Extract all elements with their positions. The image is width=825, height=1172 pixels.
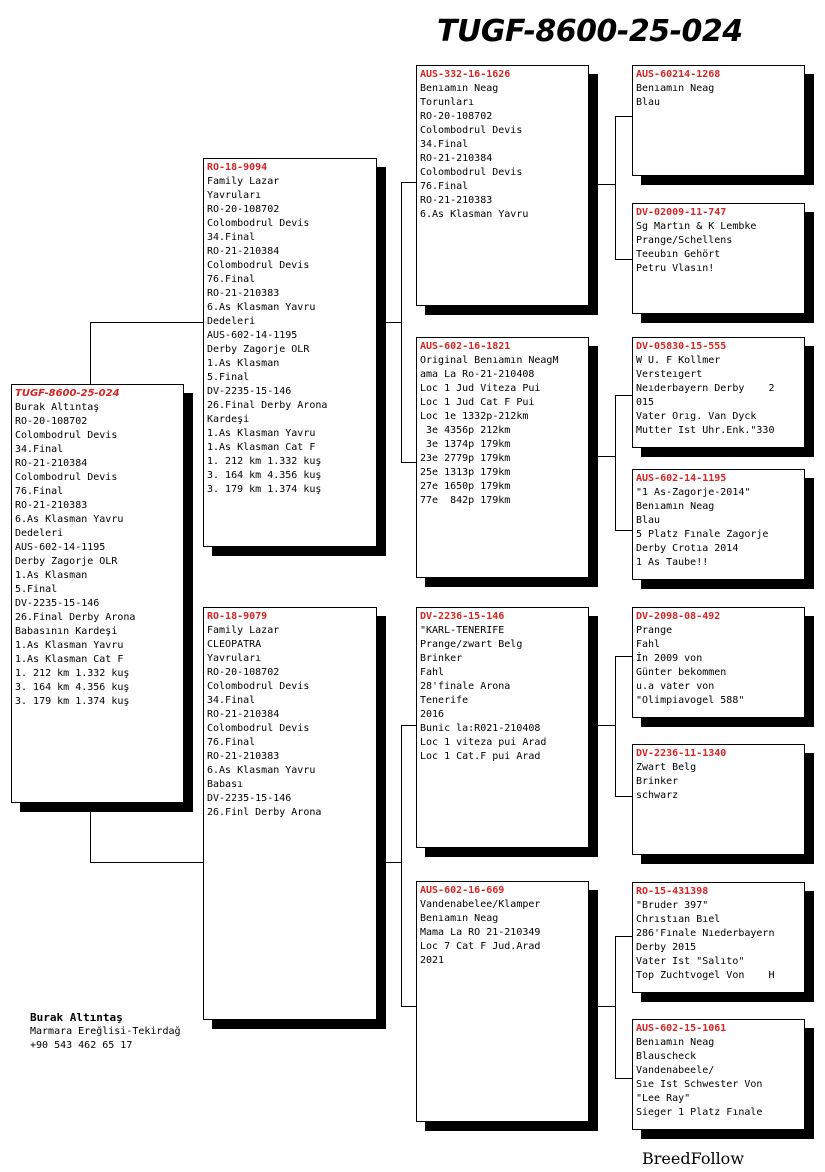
record-line: Prange/Schellens	[636, 235, 733, 246]
record-line: Dedeleri	[15, 528, 64, 539]
connector-line	[615, 116, 632, 117]
dam-sire-card	[416, 607, 589, 848]
connector-line	[90, 811, 91, 862]
record-line: Yavruları	[207, 190, 262, 201]
record-line: Blauscheck	[636, 1051, 697, 1062]
record-line: DV-2235-15-146	[207, 793, 292, 804]
connector-line	[401, 182, 402, 462]
record-line: Günter bekommen	[636, 667, 727, 678]
record-line: 27e 1650p 179km	[420, 481, 511, 492]
record-line: 6.As Klasman Yavru	[207, 765, 316, 776]
ring-number: RO-18-9094	[207, 162, 268, 173]
record-line: "KARL-TENERIFE	[420, 625, 505, 636]
record-line: Petru Vlasın!	[636, 263, 715, 274]
record-line: Zwart Belg	[636, 762, 697, 773]
dam-sire-sire-card	[632, 607, 805, 718]
ring-number: AUS-602-14-1195	[636, 473, 727, 484]
connector-line	[615, 936, 616, 1078]
record-line: 6.As Klasman Yavru	[15, 514, 124, 525]
record-line: Blau	[636, 515, 661, 526]
ring-number: DV-2098-08-492	[636, 611, 721, 622]
record-line: 3e 1374p 179km	[420, 439, 511, 450]
record-line: 1.As Klasman Cat F	[15, 654, 124, 665]
connector-line	[401, 725, 417, 726]
record-line: Fahl	[420, 667, 445, 678]
record-line: Colombodrul Devis	[207, 681, 310, 692]
connector-line	[90, 322, 204, 323]
record-line: RO-21-210383	[207, 288, 280, 299]
dam-dam-sire-card	[632, 882, 805, 993]
record-line: 1.As Klasman Cat F	[207, 442, 316, 453]
record-line: "Olimpiavogel 588"	[636, 695, 745, 706]
record-line: 26.Final Derby Arona	[15, 612, 136, 623]
ring-number: RO-18-9079	[207, 611, 268, 622]
record-line: Mama La RO 21-210349	[420, 927, 541, 938]
record-line: RO-20-108702	[207, 204, 280, 215]
record-line: Prange	[636, 625, 673, 636]
sire-sire-dam-card	[632, 203, 805, 314]
record-line: 3. 164 km 4.356 kuş	[15, 682, 130, 693]
ring-number: DV-05830-15-555	[636, 341, 727, 352]
connector-line	[615, 1078, 632, 1079]
record-line: Prange/zwart Belg	[420, 639, 523, 650]
record-line: Fahl	[636, 639, 661, 650]
record-line: 015	[636, 397, 655, 408]
record-line: Benıamın Neag	[420, 913, 499, 924]
dam-dam-dam-card	[632, 1019, 805, 1130]
record-line: 3. 179 km 1.374 kuş	[207, 484, 322, 495]
record-line: 1 As Taube!!	[636, 557, 709, 568]
record-line: Benıamın Neag	[636, 501, 715, 512]
record-line: 77e 842p 179km	[420, 495, 511, 506]
record-line: 76.Final	[15, 486, 64, 497]
record-line: 34.Final	[420, 139, 469, 150]
record-line: DV-2235-15-146	[15, 598, 100, 609]
pedigree-title: TUGF-8600-25-024	[437, 14, 743, 49]
ring-number: TUGF-8600-25-024	[15, 388, 120, 399]
record-line: u.a vater von	[636, 681, 715, 692]
subject-pigeon-card	[11, 384, 184, 803]
record-line: W U. F Kollmer	[636, 355, 721, 366]
record-line: Colombodrul Devis	[207, 260, 310, 271]
dam-dam-card	[416, 881, 589, 1122]
connector-line	[386, 322, 401, 323]
record-line: Sıe Ist Schwester Von	[636, 1079, 763, 1090]
record-line: RO-20-108702	[207, 667, 280, 678]
record-line: 3e 4356p 212km	[420, 425, 511, 436]
record-line: İn 2009 von	[636, 653, 703, 664]
record-line: Vater Orıg. Van Dyck	[636, 411, 757, 422]
record-line: 23e 2779p 179km	[420, 453, 511, 464]
connector-line	[615, 656, 632, 657]
record-line: 26.Finl Derby Arona	[207, 807, 322, 818]
record-line: Yavruları	[207, 653, 262, 664]
record-line: RO-21-210383	[420, 195, 493, 206]
connector-line	[615, 656, 616, 796]
record-line: 3. 179 km 1.374 kuş	[15, 696, 130, 707]
record-line: Loc 7 Cat F Jud.Arad	[420, 941, 541, 952]
connector-line	[401, 182, 417, 183]
record-line: Kardeşi	[207, 414, 250, 425]
record-line: Loc 1 Cat.F pui Arad	[420, 751, 541, 762]
record-line: Derby Zagorje OLR	[15, 556, 118, 567]
record-line: RO-21-210384	[420, 153, 493, 164]
record-line: Sieger 1 Platz Fınale	[636, 1107, 763, 1118]
record-line: Colombodrul Devis	[15, 430, 118, 441]
record-line: 25e 1313p 179km	[420, 467, 511, 478]
record-line: Blau	[636, 97, 661, 108]
record-line: 1.As Klasman Yavru	[15, 640, 124, 651]
owner-line: +90 543 462 65 17	[30, 1040, 133, 1051]
record-line: RO-21-210384	[15, 458, 88, 469]
connector-line	[615, 796, 632, 797]
sire-dam-dam-card	[632, 469, 805, 580]
owner-name: Burak Altıntaş	[30, 1011, 123, 1024]
record-line: 6.As Klasman Yavru	[207, 302, 316, 313]
record-line: 5 Platz Fınale Zagorje	[636, 529, 769, 540]
ring-number: AUS-602-16-1821	[420, 341, 511, 352]
record-line: Torunları	[420, 97, 475, 108]
record-line: Colombodrul Devis	[15, 472, 118, 483]
sire-sire-sire-card	[632, 65, 805, 176]
record-line: Tenerife	[420, 695, 469, 706]
record-line: 3. 164 km 4.356 kuş	[207, 470, 322, 481]
record-line: Derby Zagorje OLR	[207, 344, 310, 355]
record-line: Top Zuchtvogel Von H	[636, 970, 775, 981]
record-line: RO-21-210383	[207, 751, 280, 762]
record-line: AUS-602-14-1195	[15, 542, 106, 553]
owner-line: Marmara Ereğlisi-Tekirdağ	[30, 1026, 181, 1037]
record-line: RO-21-210384	[207, 709, 280, 720]
record-line: 5.Final	[207, 372, 250, 383]
record-line: Teeubın Gehört	[636, 249, 721, 260]
record-line: 34.Final	[207, 232, 256, 243]
record-line: Vater Ist "Salıto"	[636, 956, 745, 967]
connector-line	[615, 395, 616, 530]
record-line: AUS-602-14-1195	[207, 330, 298, 341]
dam-sire-dam-card	[632, 744, 805, 855]
record-line: RO-21-210384	[207, 246, 280, 257]
connector-line	[386, 862, 401, 863]
sire-card	[203, 158, 377, 547]
record-line: "1 As-Zagorje-2014"	[636, 487, 751, 498]
record-line: Benıamın Neag	[636, 1037, 715, 1048]
record-line: Neıderbayern Derby 2	[636, 383, 775, 394]
record-line: Colombodrul Devis	[420, 167, 523, 178]
record-line: "Bruder 397"	[636, 900, 709, 911]
owner-block	[30, 1011, 181, 1053]
record-line: Colombodrul Devis	[207, 723, 310, 734]
record-line: Colombodrul Devis	[420, 125, 523, 136]
connector-line	[615, 116, 616, 259]
ring-number: AUS-602-15-1061	[636, 1023, 727, 1034]
record-line: Dedeleri	[207, 316, 256, 327]
record-line: Bunic la:R021-210408	[420, 723, 541, 734]
record-line: Babası	[207, 779, 244, 790]
record-line: Versteıgert	[636, 369, 703, 380]
record-line: 76.Final	[207, 737, 256, 748]
record-line: 34.Final	[15, 444, 64, 455]
record-line: Loc 1 Jud Cat F Pui	[420, 397, 535, 408]
connector-line	[401, 725, 402, 1006]
record-line: RO-21-210383	[15, 500, 88, 511]
record-line: "Lee Ray"	[636, 1093, 691, 1104]
record-line: 1.As Klasman	[207, 358, 280, 369]
connector-line	[598, 1006, 615, 1007]
record-line: 2016	[420, 709, 445, 720]
record-line: 1.As Klasman Yavru	[207, 428, 316, 439]
record-line: schwarz	[636, 790, 679, 801]
ring-number: RO-15-431398	[636, 886, 709, 897]
record-line: Brinker	[636, 776, 679, 787]
connector-line	[90, 322, 91, 384]
record-line: Benıamın Neag	[420, 83, 499, 94]
record-line: 5.Final	[15, 584, 58, 595]
record-line: 28'finale Arona	[420, 681, 511, 692]
record-line: Loc 1 viteza pui Arad	[420, 737, 547, 748]
brand-label: BreedFollow	[642, 1149, 745, 1168]
record-line: Original Benıamın NeagM	[420, 355, 559, 366]
record-line: 1.As Klasman	[15, 570, 88, 581]
record-line: 34.Final	[207, 695, 256, 706]
record-line: Sg Martın & K Lembke	[636, 221, 757, 232]
connector-line	[615, 530, 632, 531]
record-line: 1. 212 km 1.332 kuş	[207, 456, 322, 467]
record-line: Loc 1 Jud Viteza Pui	[420, 383, 541, 394]
connector-line	[401, 1006, 417, 1007]
ring-number: DV-2236-15-146	[420, 611, 505, 622]
ring-number: DV-2236-11-1340	[636, 748, 727, 759]
ring-number: AUS-602-16-669	[420, 885, 505, 896]
record-line: 76.Final	[420, 181, 469, 192]
record-line: Babasının Kardeşi	[15, 626, 118, 637]
record-line: 76.Final	[207, 274, 256, 285]
record-line: Vandenabelee/Klamper	[420, 899, 541, 910]
record-line: 1. 212 km 1.332 kuş	[15, 668, 130, 679]
record-line: Family Lazar	[207, 625, 280, 636]
record-line: 2021	[420, 955, 445, 966]
record-line: Vandenabeele/	[636, 1065, 715, 1076]
record-line: 6.As Klasman Yavru	[420, 209, 529, 220]
record-line: Burak Altıntaş	[15, 402, 100, 413]
connector-line	[401, 462, 417, 463]
connector-line	[615, 259, 632, 260]
connector-line	[615, 395, 632, 396]
record-line: DV-2235-15-146	[207, 386, 292, 397]
connector-line	[615, 936, 632, 937]
sire-dam-card	[416, 337, 589, 578]
dam-card	[203, 607, 377, 1020]
record-line: CLEOPATRA	[207, 639, 262, 650]
record-line: Colombodrul Devis	[207, 218, 310, 229]
connector-line	[598, 184, 615, 185]
record-line: ama La Ro-21-210408	[420, 369, 535, 380]
ring-number: DV-02009-11-747	[636, 207, 727, 218]
record-line: Family Lazar	[207, 176, 280, 187]
connector-line	[598, 456, 615, 457]
record-line: 26.Final Derby Arona	[207, 400, 328, 411]
record-line: RO-20-108702	[15, 416, 88, 427]
ring-number: AUS-332-16-1626	[420, 69, 511, 80]
record-line: Chrıstıan Bıel	[636, 914, 721, 925]
connector-line	[598, 725, 615, 726]
sire-sire-card	[416, 65, 589, 306]
connector-line	[90, 862, 204, 863]
ring-number: AUS-60214-1268	[636, 69, 721, 80]
sire-dam-sire-card	[632, 337, 805, 448]
record-line: Derby 2015	[636, 942, 697, 953]
record-line: Mutter Ist Uhr.Enk."330	[636, 425, 775, 436]
record-line: Benıamın Neag	[636, 83, 715, 94]
record-line: Brinker	[420, 653, 463, 664]
record-line: RO-20-108702	[420, 111, 493, 122]
record-line: Derby Crotıa 2014	[636, 543, 739, 554]
record-line: Loc 1e 1332p-212km	[420, 411, 529, 422]
record-line: 286'Fınale Nıederbayern	[636, 928, 775, 939]
